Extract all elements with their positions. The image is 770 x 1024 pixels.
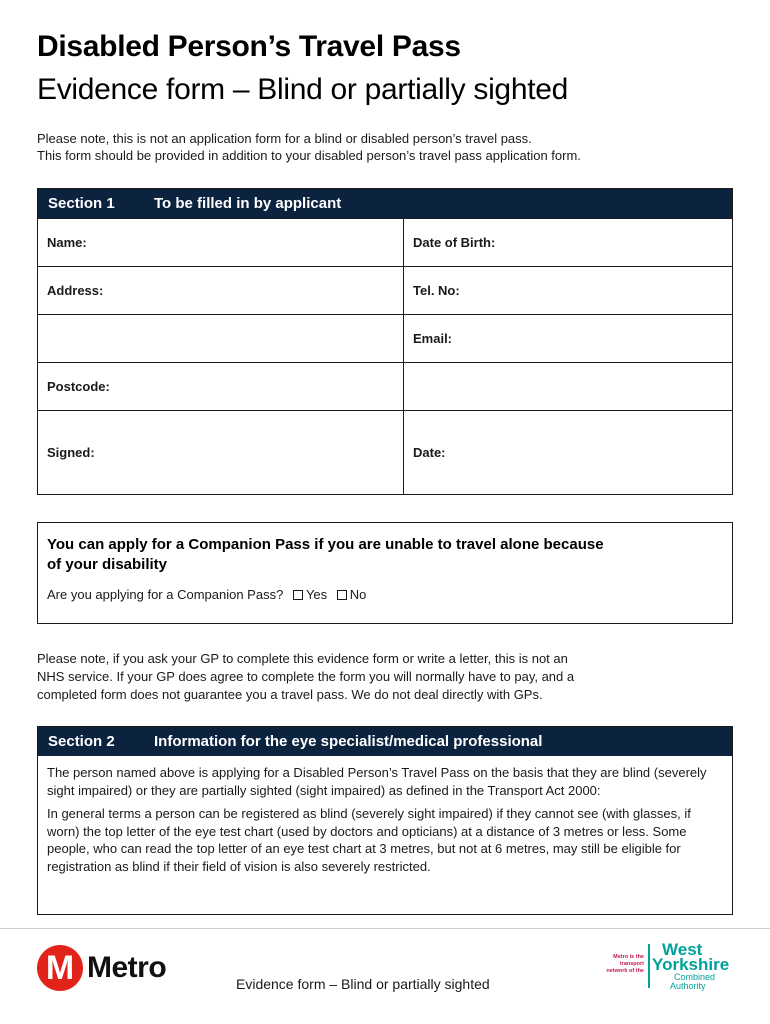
wy-tagline-line-3: network of the xyxy=(606,968,644,974)
date-of-birth-field[interactable]: Date of Birth: xyxy=(413,235,496,250)
section-1-header xyxy=(38,189,732,218)
wy-tagline-line-1: Metro is the xyxy=(613,954,644,960)
section-1-heading: To be filled in by applicant xyxy=(154,195,342,212)
no-checkbox-icon[interactable] xyxy=(337,590,347,600)
page-title: Disabled Person’s Travel Pass xyxy=(37,30,461,63)
metro-wordmark: Metro xyxy=(87,951,167,984)
yes-label: Yes xyxy=(305,587,328,602)
wy-divider-bar xyxy=(648,944,650,988)
row-signed-date xyxy=(38,410,732,494)
row-address-tel xyxy=(38,266,732,314)
companion-question-row xyxy=(47,587,723,602)
companion-heading-line-2: of your disability xyxy=(47,556,168,573)
email-field[interactable]: Email: xyxy=(413,331,453,346)
wy-combined: Combined xyxy=(674,972,716,982)
section-2-heading: Information for the eye specialist/medical professional xyxy=(154,733,543,750)
gp-note-line-3: completed form does not guarantee you a travel pass. We do not deal directly with GPs. xyxy=(37,687,543,702)
signed-field[interactable]: Signed: xyxy=(38,411,404,494)
footer-text: Evidence form – Blind or partially sighted xyxy=(236,976,490,992)
section-2-box xyxy=(37,726,733,915)
section-2-number: Section 2 xyxy=(48,733,115,750)
tel-no-field[interactable]: Tel. No: xyxy=(413,283,460,298)
companion-pass-box xyxy=(37,522,733,624)
footer-divider xyxy=(0,928,770,929)
address-field[interactable]: Address: xyxy=(38,267,404,314)
section-2-paragraph-1: The person named above is applying for a Disabled Person’s Travel Pass on the basis that they are blind (severely sight impaired) or they are partially sighted (sight impaired) as defined in the Transport Act 2000: xyxy=(47,765,707,798)
section-2-header xyxy=(38,727,732,756)
wy-west: West xyxy=(662,940,703,959)
no-label: No xyxy=(349,587,367,602)
gp-note-line-1: Please note, if you ask your GP to complete this evidence form or write a letter, this is not an xyxy=(37,651,568,666)
yes-checkbox-icon[interactable] xyxy=(293,590,303,600)
blank-field[interactable] xyxy=(404,363,732,410)
section-2-paragraph-2: In general terms a person can be registered as blind (severely sight impaired) if they cannot see (with glasses, if worn) the top letter of the eye test chart (used by doctors and opticians) at a distance of 3 metres or less. Some people, who can read the top letter of an eye test chart at 3 metres, but not at 6 metres, may still be eligible for registration as blind if their field of vision is also severely restricted. xyxy=(47,806,691,874)
name-field[interactable]: Name: xyxy=(38,219,404,266)
wy-tagline-line-2: transport xyxy=(619,961,644,967)
address-line-2-field[interactable] xyxy=(38,315,404,362)
date-field[interactable]: Date: xyxy=(413,445,446,460)
gp-note-line-2: NHS service. If your GP does agree to complete the form you will normally have to pay, and a xyxy=(37,669,575,684)
intro-line-2: This form should be provided in addition to your disabled person’s travel pass application form. xyxy=(37,148,581,163)
west-yorkshire-logo xyxy=(606,942,746,992)
row-address2-email xyxy=(38,314,732,362)
wy-tagline xyxy=(606,954,644,975)
companion-heading-line-1: You can apply for a Companion Pass if you are unable to travel alone because xyxy=(47,536,604,553)
section-1-number: Section 1 xyxy=(48,195,115,212)
section-1-table xyxy=(37,188,733,495)
metro-logo xyxy=(37,945,166,991)
wy-authority: Authority xyxy=(670,981,706,991)
companion-question: Are you applying for a Companion Pass? xyxy=(47,587,284,602)
companion-heading xyxy=(47,535,723,575)
page-subtitle: Evidence form – Blind or partially sighted xyxy=(37,73,569,106)
intro-note xyxy=(37,130,581,164)
postcode-field[interactable]: Postcode: xyxy=(38,363,404,410)
wy-yorkshire: Yorkshire xyxy=(652,955,730,974)
row-name-dob xyxy=(38,218,732,266)
intro-line-1: Please note, this is not an application form for a blind or disabled person’s travel pass. xyxy=(37,131,532,146)
gp-note xyxy=(37,650,737,704)
section-2-body xyxy=(38,756,732,883)
row-postcode xyxy=(38,362,732,410)
metro-m-icon: M xyxy=(37,945,83,991)
